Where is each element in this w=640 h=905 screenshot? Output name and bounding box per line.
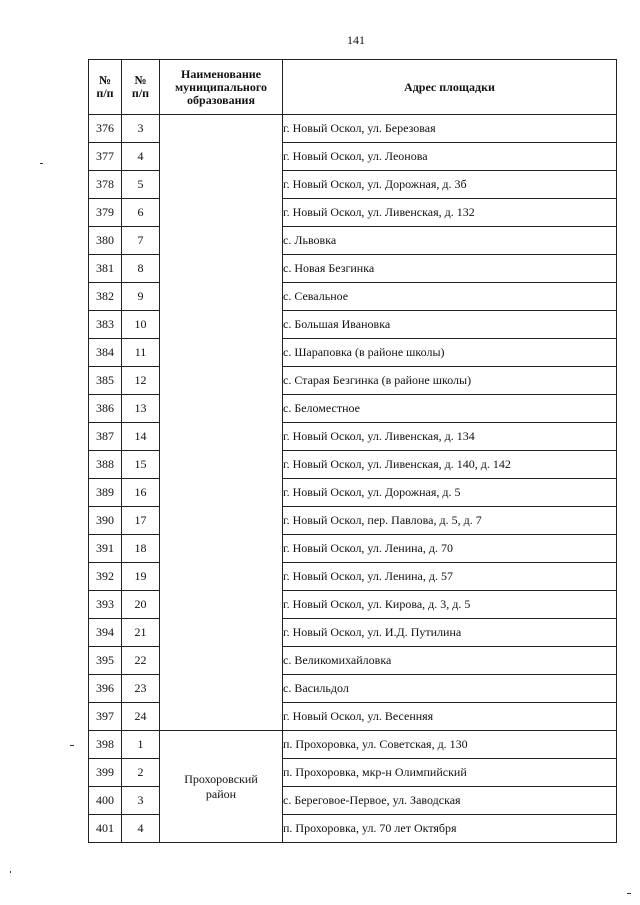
row-local-number: 22 (122, 647, 160, 675)
row-number: 392 (89, 563, 122, 591)
row-number: 399 (89, 759, 122, 787)
row-address: г. Новый Оскол, ул. Ливенская, д. 140, д. 142 (283, 451, 617, 479)
row-number: 397 (89, 703, 122, 731)
row-address: г. Новый Оскол, ул. Дорожная, д. 5 (283, 479, 617, 507)
municipality-cell (160, 115, 283, 731)
header-municipality: Наименование муниципального образования (160, 60, 283, 115)
row-local-number: 5 (122, 171, 160, 199)
row-local-number: 6 (122, 199, 160, 227)
row-number: 400 (89, 787, 122, 815)
row-local-number: 20 (122, 591, 160, 619)
row-local-number: 3 (122, 115, 160, 143)
row-local-number: 12 (122, 367, 160, 395)
row-local-number: 11 (122, 339, 160, 367)
row-number: 386 (89, 395, 122, 423)
row-local-number: 1 (122, 731, 160, 759)
municipality-cell: Прохоровский район (160, 731, 283, 843)
row-local-number: 2 (122, 759, 160, 787)
header-address: Адрес площадки (283, 60, 617, 115)
row-local-number: 13 (122, 395, 160, 423)
row-number: 381 (89, 255, 122, 283)
row-number: 388 (89, 451, 122, 479)
scan-mark (10, 871, 11, 873)
row-number: 390 (89, 507, 122, 535)
row-number: 395 (89, 647, 122, 675)
row-address: г. Новый Оскол, пер. Павлова, д. 5, д. 7 (283, 507, 617, 535)
row-number: 378 (89, 171, 122, 199)
header-num-local: № п/п (122, 60, 160, 115)
row-address: г. Новый Оскол, ул. Ленина, д. 70 (283, 535, 617, 563)
row-local-number: 16 (122, 479, 160, 507)
row-address: с. Беломестное (283, 395, 617, 423)
table-header-row (89, 60, 617, 115)
page-number: 141 (347, 33, 365, 47)
row-number: 384 (89, 339, 122, 367)
row-number: 385 (89, 367, 122, 395)
table-row (89, 731, 617, 759)
row-local-number: 4 (122, 815, 160, 843)
row-local-number: 21 (122, 619, 160, 647)
row-address: с. Новая Безгинка (283, 255, 617, 283)
row-local-number: 8 (122, 255, 160, 283)
row-local-number: 4 (122, 143, 160, 171)
row-address: г. Новый Оскол, ул. Весенняя (283, 703, 617, 731)
row-local-number: 23 (122, 675, 160, 703)
row-address: г. Новый Оскол, ул. Ленина, д. 57 (283, 563, 617, 591)
row-address: г. Новый Оскол, ул. Ливенская, д. 134 (283, 423, 617, 451)
row-address: с. Береговое-Первое, ул. Заводская (283, 787, 617, 815)
row-number: 376 (89, 115, 122, 143)
row-address: с. Васильдол (283, 675, 617, 703)
row-number: 387 (89, 423, 122, 451)
scan-mark (627, 893, 631, 894)
row-address: с. Львовка (283, 227, 617, 255)
row-number: 379 (89, 199, 122, 227)
row-address: с. Великомихайловка (283, 647, 617, 675)
scan-mark (40, 163, 43, 164)
row-address: г. Новый Оскол, ул. Леонова (283, 143, 617, 171)
row-local-number: 24 (122, 703, 160, 731)
row-address: г. Новый Оскол, ул. И.Д. Путилина (283, 619, 617, 647)
row-address: п. Прохоровка, ул. Советская, д. 130 (283, 731, 617, 759)
row-number: 393 (89, 591, 122, 619)
row-number: 394 (89, 619, 122, 647)
row-number: 389 (89, 479, 122, 507)
row-number: 382 (89, 283, 122, 311)
row-local-number: 18 (122, 535, 160, 563)
row-number: 380 (89, 227, 122, 255)
row-address: с. Севальное (283, 283, 617, 311)
row-address: г. Новый Оскол, ул. Ливенская, д. 132 (283, 199, 617, 227)
row-local-number: 15 (122, 451, 160, 479)
row-address: п. Прохоровка, ул. 70 лет Октября (283, 815, 617, 843)
row-address: п. Прохоровка, мкр-н Олимпийский (283, 759, 617, 787)
scan-mark (70, 745, 74, 746)
row-address: г. Новый Оскол, ул. Дорожная, д. 3б (283, 171, 617, 199)
row-local-number: 7 (122, 227, 160, 255)
row-number: 383 (89, 311, 122, 339)
row-address: с. Шараповка (в районе школы) (283, 339, 617, 367)
row-address: г. Новый Оскол, ул. Кирова, д. 3, д. 5 (283, 591, 617, 619)
sites-table (88, 59, 617, 843)
row-number: 398 (89, 731, 122, 759)
row-local-number: 19 (122, 563, 160, 591)
row-local-number: 10 (122, 311, 160, 339)
row-number: 391 (89, 535, 122, 563)
row-address: с. Старая Безгинка (в районе школы) (283, 367, 617, 395)
header-num-global: № п/п (89, 60, 122, 115)
row-number: 377 (89, 143, 122, 171)
row-local-number: 14 (122, 423, 160, 451)
row-number: 401 (89, 815, 122, 843)
row-local-number: 17 (122, 507, 160, 535)
row-address: с. Большая Ивановка (283, 311, 617, 339)
table-row (89, 115, 617, 143)
row-local-number: 9 (122, 283, 160, 311)
row-number: 396 (89, 675, 122, 703)
row-address: г. Новый Оскол, ул. Березовая (283, 115, 617, 143)
row-local-number: 3 (122, 787, 160, 815)
